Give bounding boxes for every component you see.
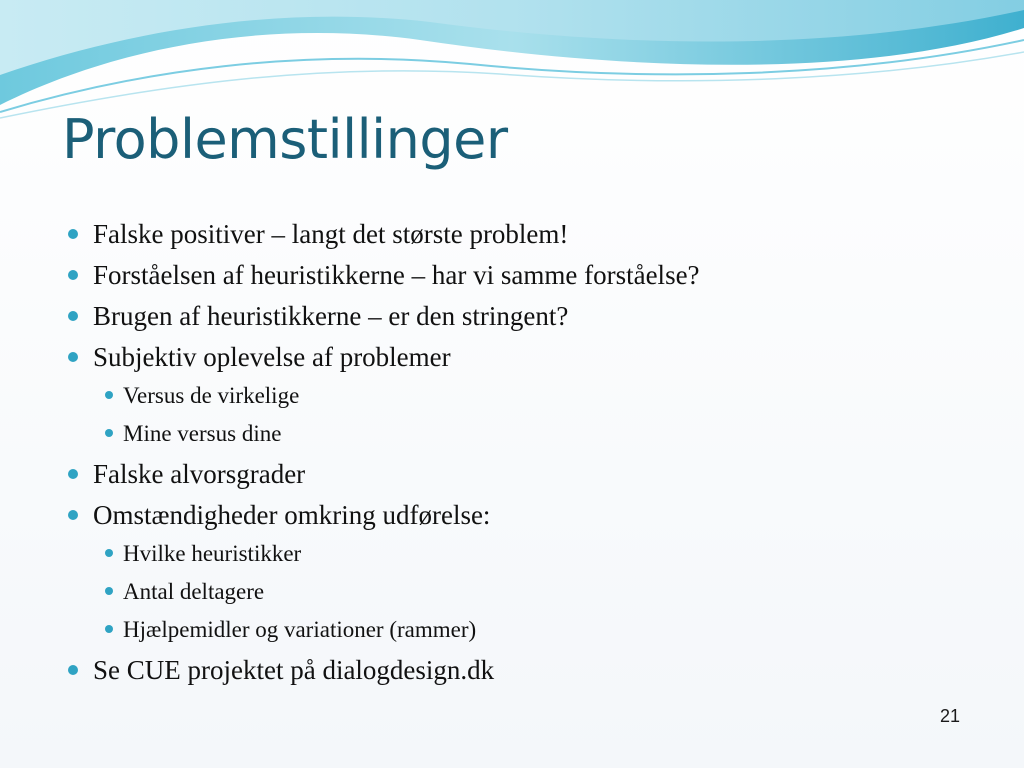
bullet-text: Brugen af heuristikkerne – er den stringent?	[93, 301, 569, 331]
bullet-text: Versus de virkelige	[123, 383, 300, 408]
bullet-text: Falske positiver – langt det største problem!	[93, 219, 569, 249]
bullet-text: Se CUE projektet på dialogdesign.dk	[93, 655, 495, 685]
sub-bullet-item	[68, 381, 968, 410]
bullet-item	[68, 299, 968, 333]
bullet-text: Hjælpemidler og variationer (rammer)	[123, 617, 477, 642]
bullet-item	[68, 340, 968, 374]
bullet-text: Forståelsen af heuristikkerne – har vi samme forståelse?	[93, 260, 700, 290]
bullet-dot-icon	[68, 510, 78, 520]
bullet-dot-icon	[68, 469, 78, 479]
sub-bullet-item	[68, 419, 968, 448]
slide-title: Problemstillinger	[62, 108, 508, 171]
bullet-dot-icon	[105, 549, 113, 557]
sub-bullet-item	[68, 615, 968, 644]
bullet-text: Antal deltagere	[123, 579, 265, 604]
bullet-dot-icon	[68, 352, 78, 362]
bullet-item	[68, 498, 968, 532]
bullet-item	[68, 653, 968, 687]
bullet-text: Mine versus dine	[123, 421, 282, 446]
bullet-dot-icon	[105, 391, 113, 399]
slide-number: 21	[939, 706, 961, 726]
bullet-item	[68, 217, 968, 251]
bullet-dot-icon	[68, 270, 78, 280]
bullet-dot-icon	[105, 625, 113, 633]
bullet-dot-icon	[68, 311, 78, 321]
bullet-list	[68, 217, 968, 694]
bullet-dot-icon	[68, 665, 78, 675]
bullet-text: Hvilke heuristikker	[123, 541, 302, 566]
sub-bullet-item	[68, 577, 968, 606]
bullet-text: Falske alvorsgrader	[93, 459, 306, 489]
bullet-dot-icon	[105, 429, 113, 437]
bullet-dot-icon	[68, 229, 78, 239]
bullet-text: Omstændigheder omkring udførelse:	[93, 500, 491, 530]
bullet-item	[68, 457, 968, 491]
bullet-text: Subjektiv oplevelse af problemer	[93, 342, 451, 372]
sub-bullet-item	[68, 539, 968, 568]
bullet-dot-icon	[105, 587, 113, 595]
bullet-item	[68, 258, 968, 292]
